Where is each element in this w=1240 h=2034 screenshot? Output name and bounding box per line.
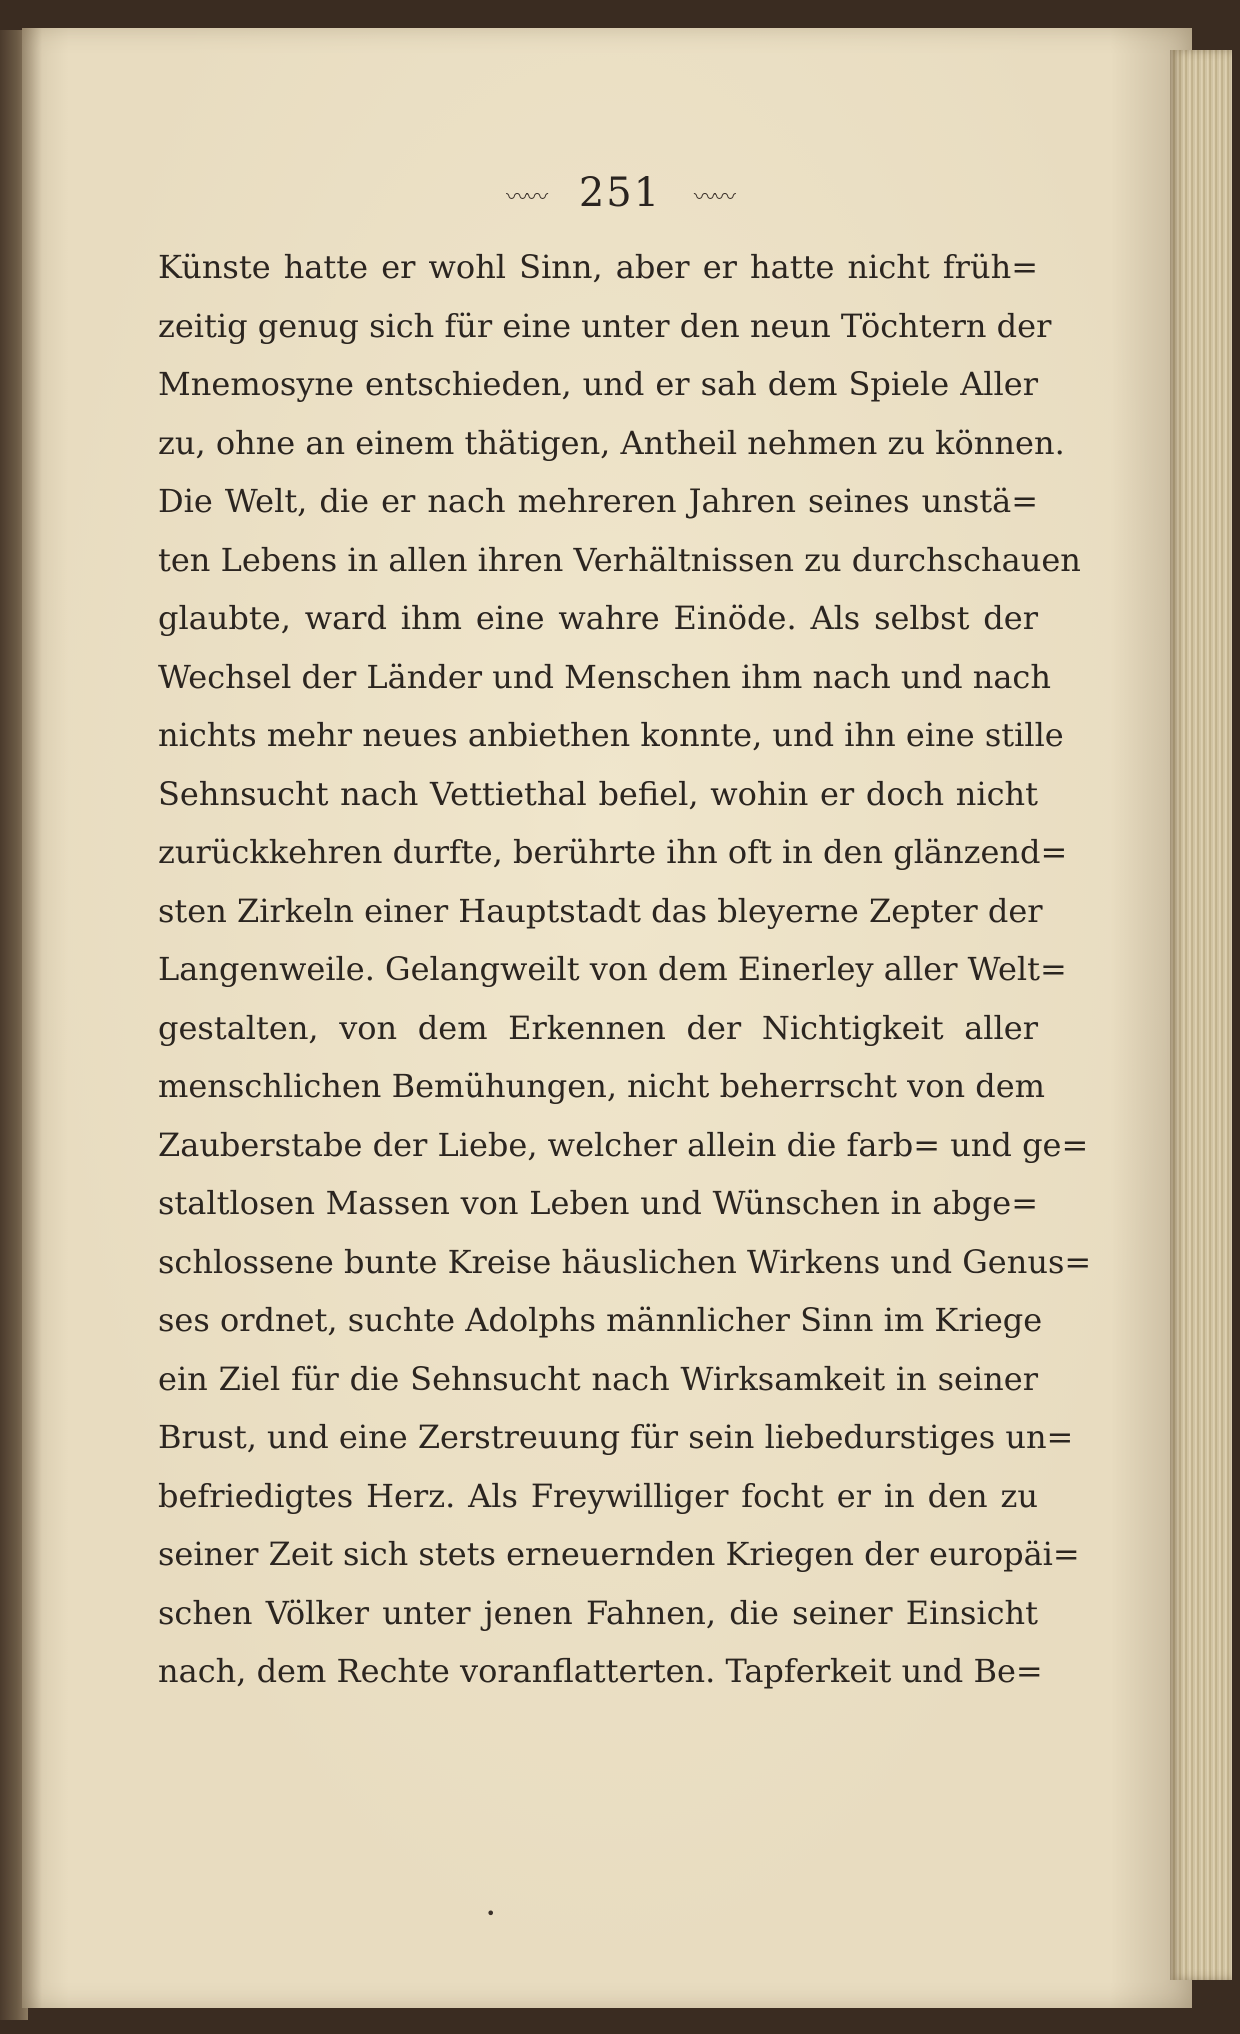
text-line: Mnemosyne entschieden, und er sah dem Spiele Aller xyxy=(158,365,1038,403)
page-header xyxy=(0,170,1240,216)
text-line: schen Völker unter jenen Fahnen, die seiner Einsicht xyxy=(158,1593,1038,1632)
text-line: zeitig genug sich für eine unter den neun Töchtern der xyxy=(158,306,1052,345)
text-line: sten Zirkeln einer Hauptstadt das bleyerne Zepter der xyxy=(158,891,1043,930)
text-line: Sehnsucht nach Vettiethal befiel, wohin er doch nicht xyxy=(158,774,1038,813)
text-line: zurückkehren durfte, berührte ihn oft in den glänzend= xyxy=(158,833,1068,871)
text-line: glaubte, ward ihm eine wahre Einöde. Als selbst der xyxy=(158,599,1038,637)
text-line: Brust, und eine Zerstreuung für sein liebedurstiges un= xyxy=(158,1418,1074,1456)
text-line: staltlosen Massen von Leben und Wünschen in abge= xyxy=(158,1184,1038,1222)
text-line: zu, ohne an einem thätigen, Antheil nehmen zu können. xyxy=(158,423,1065,462)
text-line: nach, dem Rechte voranflatterten. Tapferkeit und Be= xyxy=(158,1652,1043,1690)
spine-shadow xyxy=(22,28,42,2008)
text-line: menschlichen Bemühungen, nicht beherrscht von dem xyxy=(158,1067,1046,1105)
ornament-left: 〰〰 xyxy=(506,185,547,211)
text-line: seiner Zeit sich stets erneuernden Kriegen der europäi= xyxy=(158,1535,1080,1573)
ornament-right: 〰〰 xyxy=(693,185,734,211)
page-number: 251 xyxy=(578,170,662,216)
text-line: Wechsel der Länder und Menschen ihm nach und nach xyxy=(158,657,1051,696)
text-line: Künste hatte er wohl Sinn, aber er hatte nicht früh= xyxy=(158,248,1038,286)
text-line: Die Welt, die er nach mehreren Jahren seines unstä= xyxy=(158,482,1038,520)
text-line: Zauberstabe der Liebe, welcher allein die farb= und ge= xyxy=(158,1125,1089,1164)
text-line: befriedigtes Herz. Als Freywilliger focht er in den zu xyxy=(158,1476,1038,1515)
text-line: gestalten, von dem Erkennen der Nichtigkeit aller xyxy=(158,1008,1038,1047)
body-text xyxy=(158,238,1092,1701)
page-stack-edge xyxy=(1170,50,1232,1980)
text-line: ses ordnet, suchte Adolphs männlicher Sinn im Kriege xyxy=(158,1301,1043,1339)
signature-mark: • xyxy=(486,1904,496,1923)
text-line: nichts mehr neues anbiethen konnte, und ihn eine stille xyxy=(158,716,1064,754)
text-line: schlossene bunte Kreise häuslichen Wirkens und Genus= xyxy=(158,1242,1092,1281)
text-line: Langenweile. Gelangweilt von dem Einerley aller Welt= xyxy=(158,950,1067,988)
text-line: ten Lebens in allen ihren Verhältnissen zu durchschauen xyxy=(158,540,1081,579)
text-line: ein Ziel für die Sehnsucht nach Wirksamkeit in seiner xyxy=(158,1359,1038,1398)
